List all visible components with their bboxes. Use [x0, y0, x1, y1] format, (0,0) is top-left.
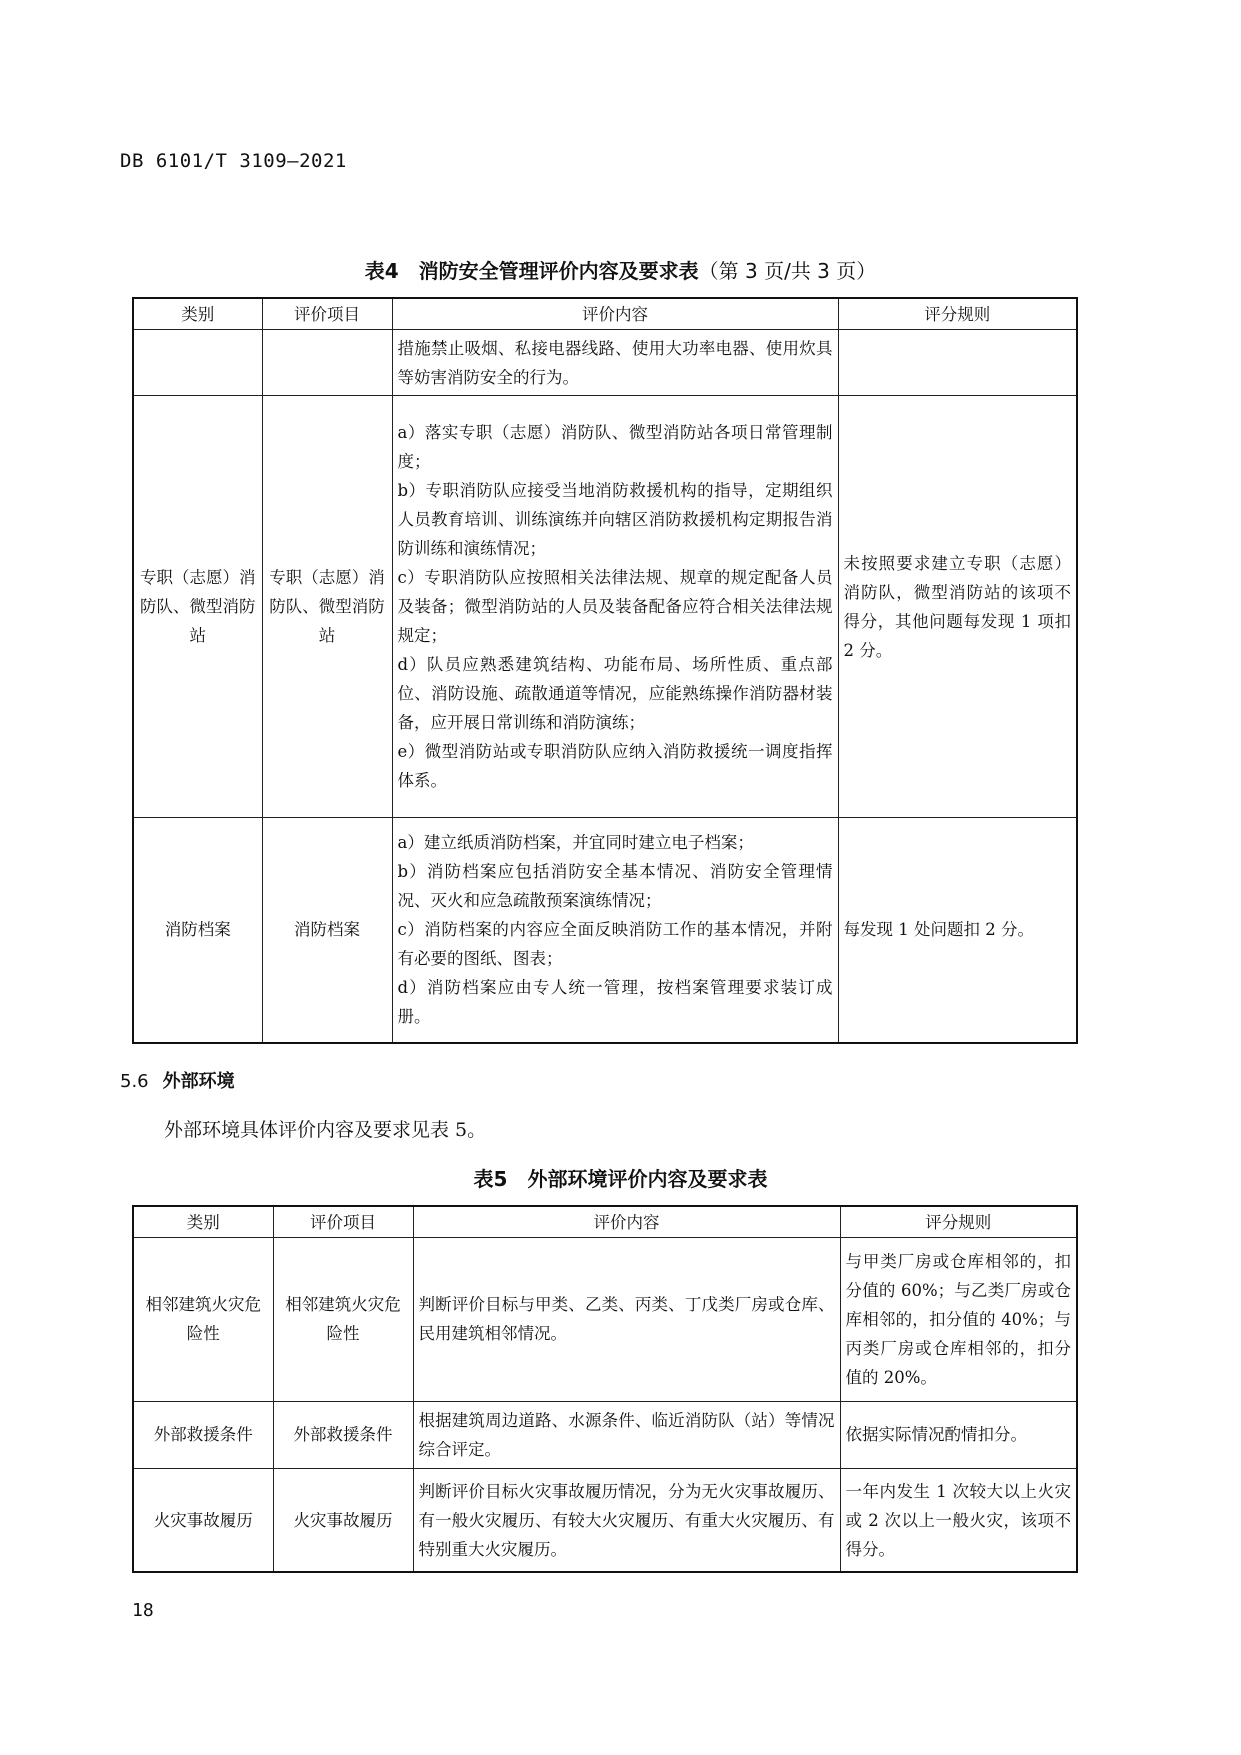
- table-row: [133, 1469, 1077, 1572]
- table5-col-rule: 评分规则: [840, 1206, 1077, 1238]
- table5-header-row: [133, 1206, 1077, 1238]
- table5-caption: [0, 1163, 1241, 1192]
- table-row: [133, 1401, 1077, 1468]
- table5-col-content: 评价内容: [413, 1206, 840, 1238]
- table5-row3-category: 火灾事故履历: [133, 1469, 273, 1572]
- table4-row1-content: [392, 330, 838, 396]
- table4-row1-item: [262, 330, 392, 396]
- table-row: [133, 330, 1077, 396]
- table4-header-row: [133, 298, 1077, 330]
- table5-row1-category: 相邻建筑火灾危险性: [133, 1238, 273, 1402]
- table5-title: 表5 外部环境评价内容及要求表: [473, 1167, 768, 1191]
- section-number: 5.6: [120, 1071, 149, 1092]
- table4-row3-item: 消防档案: [262, 818, 392, 1043]
- table-row: [133, 1238, 1077, 1402]
- content-line-b: b）专职消防队应接受当地消防救援机构的指导，定期组织人员教育培训、训练演练并向辖区消防救援机构定期报告消防训练和演练情况；: [397, 481, 833, 558]
- table4-col-item: 评价项目: [262, 298, 392, 330]
- table5-row3-rule: 一年内发生 1 次较大以上火灾或 2 次以上一般火灾，该项不得分。: [840, 1469, 1077, 1572]
- table4-caption: [0, 255, 1241, 284]
- table5-row3-content: 判断评价目标火灾事故履历情况，分为无火灾事故履历、有一般火灾履历、有较大火灾履历、有重大火灾履历、有特别重大火灾履历。: [413, 1469, 840, 1572]
- table5-row1-rule: 与甲类厂房或仓库相邻的，扣分值的 60%；与乙类厂房或仓库相邻的，扣分值的 40%；与丙类厂房或仓库相邻的，扣分值的 20%。: [840, 1238, 1077, 1402]
- content-line: 措施禁止吸烟、私接电器线路、使用大功率电器、使用炊具等妨害消防安全的行为。: [397, 338, 833, 387]
- content-line-a: a）落实专职（志愿）消防队、微型消防站各项日常管理制度；: [397, 423, 833, 471]
- table4-row2-rule: 未按照要求建立专职（志愿）消防队，微型消防站的该项不得分，其他问题每发现 1 项扣 2 分。: [838, 396, 1077, 818]
- table4-col-rule: 评分规则: [838, 298, 1077, 330]
- table4-title-suffix: （第 3 页/共 3 页）: [698, 259, 877, 283]
- table5-row1-item: 相邻建筑火灾危险性: [273, 1238, 413, 1402]
- table-row: [133, 818, 1077, 1043]
- content-line-e: e）微型消防站或专职消防队应纳入消防救援统一调度指挥体系。: [397, 742, 833, 790]
- table4: [132, 297, 1078, 1044]
- content-line-c: c）消防档案的内容应全面反映消防工作的基本情况，并附有必要的图纸、图表；: [397, 920, 833, 969]
- table-row: [133, 396, 1077, 818]
- table5-row3-item: 火灾事故履历: [273, 1469, 413, 1572]
- table4-row3-rule: 每发现 1 处问题扣 2 分。: [838, 818, 1077, 1043]
- table5-row1-content: 判断评价目标与甲类、乙类、丙类、丁戊类厂房或仓库、民用建筑相邻情况。: [413, 1238, 840, 1402]
- table4-row1-category: [133, 330, 262, 396]
- table4-col-content: 评价内容: [392, 298, 838, 330]
- content-line-d: d）消防档案应由专人统一管理，按档案管理要求装订成册。: [397, 978, 833, 1027]
- table5-row2-content: 根据建筑周边道路、水源条件、临近消防队（站）等情况综合评定。: [413, 1401, 840, 1468]
- page-number: 18: [132, 1600, 154, 1621]
- section-heading: [120, 1067, 235, 1093]
- table4-title: 表4 消防安全管理评价内容及要求表: [364, 259, 699, 283]
- table4-row3-category: 消防档案: [133, 818, 262, 1043]
- table5-row2-rule: 依据实际情况酌情扣分。: [840, 1401, 1077, 1468]
- table4-row3-content: [392, 818, 838, 1043]
- table5-row2-category: 外部救援条件: [133, 1401, 273, 1468]
- table4-row2-category: 专职（志愿）消防队、微型消防站: [133, 396, 262, 818]
- content-line-c: c）专职消防队应按照相关法律法规、规章的规定配备人员及装备；微型消防站的人员及装备配备应符合相关法律法规规定；: [397, 568, 833, 645]
- document-id: DB 6101/T 3109—2021: [120, 150, 347, 172]
- content-line-d: d）队员应熟悉建筑结构、功能布局、场所性质、重点部位、消防设施、疏散通道等情况，应能熟练操作消防器材装备，应开展日常训练和消防演练；: [397, 655, 833, 732]
- table5-col-category: 类别: [133, 1206, 273, 1238]
- body-paragraph: 外部环境具体评价内容及要求见表 5。: [164, 1119, 487, 1141]
- table5-col-item: 评价项目: [273, 1206, 413, 1238]
- table4-row2-item: 专职（志愿）消防队、微型消防站: [262, 396, 392, 818]
- content-line-b: b）消防档案应包括消防安全基本情况、消防安全管理情况、灭火和应急疏散预案演练情况；: [397, 862, 833, 911]
- table4-col-category: 类别: [133, 298, 262, 330]
- table4-row1-rule: [838, 330, 1077, 396]
- section-title: 外部环境: [162, 1071, 235, 1092]
- content-line-a: a）建立纸质消防档案，并宜同时建立电子档案；: [397, 833, 754, 853]
- table4-row2-content: [392, 396, 838, 818]
- table5-row2-item: 外部救援条件: [273, 1401, 413, 1468]
- table5: [132, 1205, 1078, 1573]
